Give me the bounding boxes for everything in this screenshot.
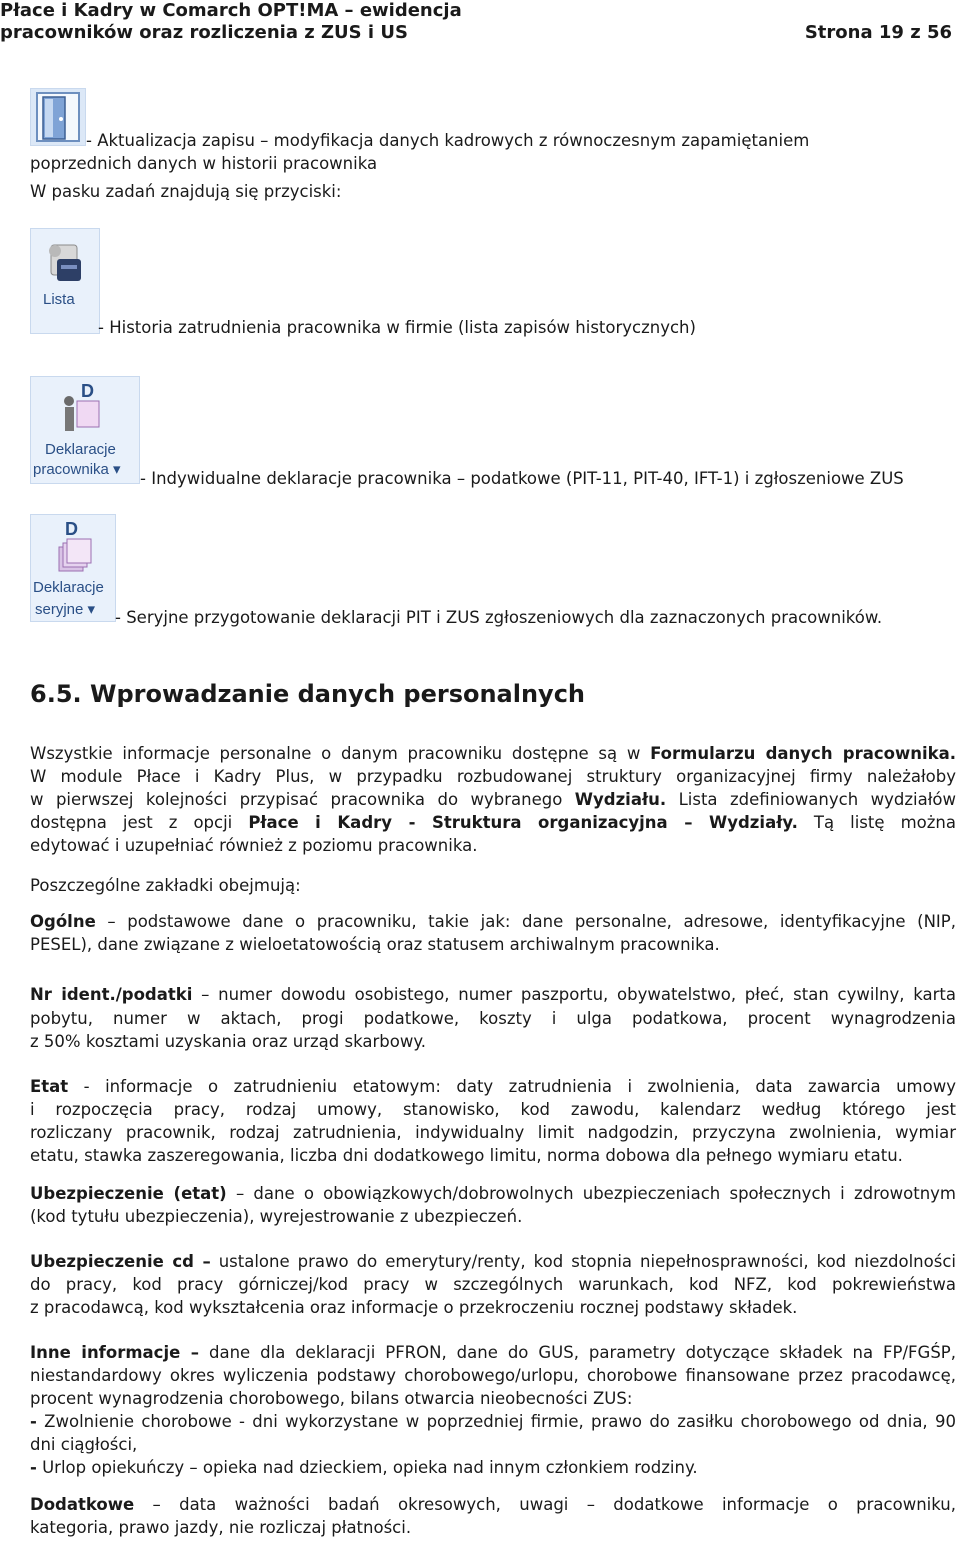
employee-declarations-button[interactable] <box>30 376 140 484</box>
serial-declarations-button[interactable] <box>30 514 116 622</box>
paragraph-line: Wszystkie informacje personalne o danym pracowniku dostępne są w Formularzu danych pracownika. <box>30 744 956 763</box>
tab-ubezpieczenie-cd-line1: Ubezpieczenie cd – ustalone prawo do emerytury/renty, kod stopnia niepełnosprawności, kod niezdolności <box>30 1252 956 1271</box>
list-label: Lista <box>43 291 75 308</box>
serial-declarations-label1: Deklaracje <box>33 579 104 596</box>
paragraph-line: w pierwszej kolejności przypisać pracownika do wybranego Wydziału. Lista zdefiniowanych wydziałów <box>30 790 957 809</box>
tab-ogolne-line2: PESEL), dane związane z wieloetatowością oraz statusem archiwalnym pracownika. <box>30 935 720 954</box>
update-record-icon[interactable] <box>30 88 86 146</box>
chevron-down-icon: ▾ <box>113 461 121 478</box>
serial-declarations-description: - Seryjne przygotowanie deklaracji PIT i ZUS zgłoszeniowych dla zaznaczonych pracowników. <box>115 608 883 627</box>
svg-text:D: D <box>81 381 94 401</box>
employee-declarations-label1: Deklaracje <box>45 441 116 458</box>
page-number: Strona 19 z 56 <box>804 22 952 43</box>
serial-declarations-label2: seryjne ▾ <box>35 601 96 618</box>
tab-ubezpieczenie-etat-line2: (kod tytułu ubezpieczenia), wyrejestrowanie z ubezpieczeń. <box>30 1207 523 1226</box>
taskbar-intro: W pasku zadań znajdują się przyciski: <box>30 182 342 201</box>
tab-inne-line2: niestandardowy okres wyliczenia podstawy chorobowego/urlopu, chorobowe finansowane przez pracodawcę, <box>30 1366 956 1385</box>
list-button[interactable] <box>30 228 100 334</box>
tab-ogolne-line1: Ogólne – podstawowe dane o pracowniku, takie jak: dane personalne, adresowe, identyfikacyjne (NIP, <box>30 912 956 931</box>
tab-dodatkowe-line2: kategoria, prawo jazdy, nie rozliczaj płatności. <box>30 1518 412 1537</box>
tab-inne-line1: Inne informacje – dane dla deklaracji PFRON, dane do GUS, parametry dotyczące składek na FP/FGŚP, <box>30 1343 956 1362</box>
serial-declaration-icon <box>53 519 97 577</box>
chevron-down-icon: ▾ <box>87 601 96 618</box>
tab-nrident-line3: z 50% kosztami uzyskania oraz urząd skarbowy. <box>30 1032 426 1051</box>
svg-text:D: D <box>65 519 78 539</box>
document-title-line2: pracowników oraz rozliczenia z ZUS i US <box>0 22 408 43</box>
tab-nrident-line2: pobytu, numer w aktach, progi podatkowe, koszty i ulga podatkowa, procent wynagrodzenia <box>30 1009 956 1028</box>
tab-ubezpieczenie-cd-line2: do pracy, kod pracy górniczej/kod pracy w szczególnych warunkach, kod NFZ, kod pokrewieństwa <box>30 1275 956 1294</box>
tab-inne-bullet1: - Zwolnienie chorobowe - dni wykorzystane w poprzedniej firmie, prawo do zasiłku chorobowego od dnia, 90 <box>30 1412 956 1431</box>
employee-declaration-icon <box>59 381 109 437</box>
tab-etat-line3: rozliczany pracownik, rodzaj zatrudnienia, indywidualny limit nadgodzin, przyczyna zwolnienia, wymiar <box>30 1123 956 1142</box>
employee-declarations-label2: pracownika ▾ <box>33 461 121 478</box>
paragraph-line: edytować i uzupełniać również z poziomu pracownika. <box>30 836 478 855</box>
tab-etat-line1: Etat - informacje o zatrudnieniu etatowym: daty zatrudnienia i zwolnienia, data zawarcia umowy <box>30 1077 956 1096</box>
document-title-line1: Płace i Kadry w Comarch OPT!MA – ewidencja <box>0 0 462 21</box>
tab-ubezpieczenie-etat-line1: Ubezpieczenie (etat) – dane o obowiązkowych/dobrowolnych ubezpieczeniach społecznych i zdrowotnym <box>30 1184 956 1203</box>
paragraph-line: dostępna jest z opcji Płace i Kadry - Struktura organizacyjna – Wydziały. Tą listę można <box>30 813 956 832</box>
update-description-line2: poprzednich danych w historii pracownika <box>30 154 378 173</box>
tab-ubezpieczenie-cd-line3: z pracodawcą, kod wykształcenia oraz informacje o przekroczeniu rocznej podstawy składek. <box>30 1298 798 1317</box>
tabs-intro: Poszczególne zakładki obejmują: <box>30 876 301 895</box>
tab-inne-bullet1-cont: dni ciągłości, <box>30 1435 138 1454</box>
tab-inne-bullet2: - Urlop opiekuńczy – opieka nad dzieckiem, opieka nad innym członkiem rodziny. <box>30 1458 698 1477</box>
section-heading: 6.5. Wprowadzanie danych personalnych <box>30 680 586 708</box>
tab-nrident-line1: Nr ident./podatki – numer dowodu osobistego, numer paszportu, obywatelstwo, płeć, stan cywilny, karta <box>30 985 956 1004</box>
tab-etat-line2: i rozpoczęcia pracy, rodzaj umowy, stanowisko, kod zawodu, kalendarz według którego jest <box>30 1100 956 1119</box>
update-description-line1: - Aktualizacja zapisu – modyfikacja danych kadrowych z równoczesnym zapamiętaniem <box>86 131 810 150</box>
tab-inne-line3: procent wynagrodzenia chorobowego, bilans otwarcia nieobecności ZUS: <box>30 1389 633 1408</box>
history-description: - Historia zatrudnienia pracownika w firmie (lista zapisów historycznych) <box>98 318 696 337</box>
list-icon <box>41 237 91 287</box>
individual-declarations-description: - Indywidualne deklaracje pracownika – podatkowe (PIT-11, PIT-40, IFT-1) i zgłoszeniowe ZUS <box>140 469 904 488</box>
tab-dodatkowe-line1: Dodatkowe – data ważności badań okresowych, uwagi – dodatkowe informacje o pracowniku, <box>30 1495 956 1514</box>
tab-etat-line4: etatu, stawka zaszeregowania, liczba dni dodatkowego limitu, norma dobowa dla pełnego wymiaru etatu. <box>30 1146 903 1165</box>
door-icon <box>31 89 85 145</box>
paragraph-line: W module Płace i Kadry Plus, w przypadku rozbudowanej struktury organizacyjnej firmy należałoby <box>30 767 956 786</box>
